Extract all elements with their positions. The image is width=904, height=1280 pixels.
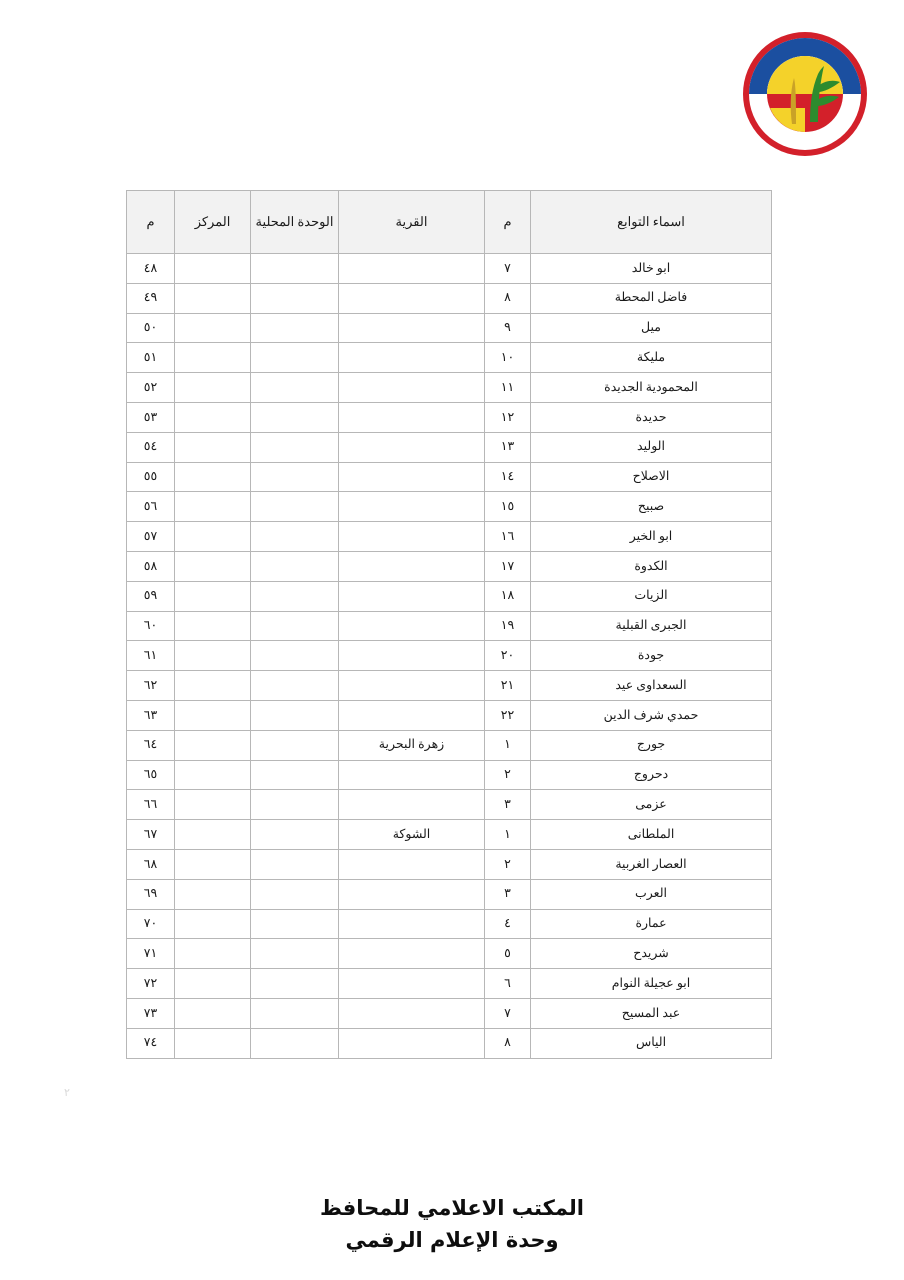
followings-table (126, 190, 772, 1059)
cell-village (339, 641, 485, 671)
page-number-value: ٢ (64, 1087, 70, 1099)
cell-unit (251, 432, 339, 462)
logo-caption: البحيرة (791, 135, 819, 145)
table-row (127, 551, 772, 581)
cell-serial: ٧٣ (127, 998, 175, 1028)
table-row (127, 492, 772, 522)
cell-index: ٦ (485, 969, 531, 999)
cell-index: ٧ (485, 254, 531, 284)
cell-village (339, 879, 485, 909)
cell-markaz (175, 254, 251, 284)
cell-unit (251, 254, 339, 284)
cell-village (339, 492, 485, 522)
cell-unit (251, 492, 339, 522)
cell-index: ١٠ (485, 343, 531, 373)
cell-index: ٣ (485, 879, 531, 909)
cell-index: ١٥ (485, 492, 531, 522)
cell-names: عزمى (531, 790, 772, 820)
cell-names: حديدة (531, 402, 772, 432)
cell-village (339, 909, 485, 939)
document-footer (0, 1193, 904, 1256)
cell-markaz (175, 373, 251, 403)
table-row (127, 432, 772, 462)
column-header-village: القرية (339, 191, 485, 254)
cell-serial: ٦٤ (127, 730, 175, 760)
footer-line-1: المكتب الاعلامي للمحافظ (320, 1196, 584, 1220)
document-header (0, 24, 904, 154)
cell-markaz (175, 909, 251, 939)
cell-serial: ٧٠ (127, 909, 175, 939)
cell-unit (251, 611, 339, 641)
cell-serial: ٦٩ (127, 879, 175, 909)
table-row (127, 343, 772, 373)
cell-markaz (175, 879, 251, 909)
cell-names: الملطانى (531, 820, 772, 850)
cell-names: العرب (531, 879, 772, 909)
cell-unit (251, 581, 339, 611)
cell-markaz (175, 551, 251, 581)
cell-village (339, 700, 485, 730)
cell-unit (251, 522, 339, 552)
cell-names: السعداوى عيد (531, 671, 772, 701)
cell-markaz (175, 790, 251, 820)
page-number (0, 1086, 904, 1099)
table-row (127, 581, 772, 611)
cell-index: ١٣ (485, 432, 531, 462)
table-row (127, 462, 772, 492)
cell-serial: ٦٦ (127, 790, 175, 820)
table-row (127, 909, 772, 939)
cell-unit (251, 373, 339, 403)
cell-names: حمدي شرف الدين (531, 700, 772, 730)
cell-village (339, 254, 485, 284)
cell-names: الوليد (531, 432, 772, 462)
cell-index: ١٨ (485, 581, 531, 611)
cell-markaz (175, 671, 251, 701)
cell-index: ١٦ (485, 522, 531, 552)
cell-serial: ٦٢ (127, 671, 175, 701)
cell-markaz (175, 313, 251, 343)
cell-village (339, 939, 485, 969)
cell-names: جودة (531, 641, 772, 671)
cell-names: ابو الخير (531, 522, 772, 552)
column-header-serial: م (127, 191, 175, 254)
table-header-row (127, 191, 772, 254)
cell-index: ٥ (485, 939, 531, 969)
cell-serial: ٥٤ (127, 432, 175, 462)
followings-table-container (127, 190, 772, 1059)
cell-names: شريدح (531, 939, 772, 969)
cell-markaz (175, 760, 251, 790)
table-row (127, 283, 772, 313)
cell-names: عبد المسيح (531, 998, 772, 1028)
cell-unit (251, 879, 339, 909)
cell-serial: ٤٨ (127, 254, 175, 284)
cell-village (339, 432, 485, 462)
cell-names: ميل (531, 313, 772, 343)
cell-markaz (175, 283, 251, 313)
cell-village (339, 283, 485, 313)
cell-unit (251, 730, 339, 760)
cell-index: ٧ (485, 998, 531, 1028)
cell-markaz (175, 998, 251, 1028)
table-row (127, 998, 772, 1028)
beheira-governorate-logo (740, 30, 870, 158)
cell-index: ٢١ (485, 671, 531, 701)
table-row (127, 730, 772, 760)
cell-serial: ٦١ (127, 641, 175, 671)
cell-village (339, 522, 485, 552)
table-row (127, 402, 772, 432)
cell-serial: ٧٤ (127, 1028, 175, 1058)
cell-serial: ٥٠ (127, 313, 175, 343)
cell-village (339, 373, 485, 403)
cell-names: عمارة (531, 909, 772, 939)
cell-markaz (175, 611, 251, 641)
cell-village (339, 1028, 485, 1058)
cell-unit (251, 790, 339, 820)
cell-serial: ٧٢ (127, 969, 175, 999)
table-row (127, 611, 772, 641)
cell-serial: ٦٠ (127, 611, 175, 641)
cell-index: ٣ (485, 790, 531, 820)
cell-village (339, 611, 485, 641)
cell-unit (251, 313, 339, 343)
table-row (127, 313, 772, 343)
cell-markaz (175, 1028, 251, 1058)
cell-names: ابو خالد (531, 254, 772, 284)
table-row (127, 254, 772, 284)
cell-index: ١٩ (485, 611, 531, 641)
cell-unit (251, 1028, 339, 1058)
cell-index: ٢ (485, 849, 531, 879)
cell-unit (251, 671, 339, 701)
cell-village (339, 313, 485, 343)
cell-index: ١١ (485, 373, 531, 403)
cell-markaz (175, 700, 251, 730)
cell-index: ٢٠ (485, 641, 531, 671)
cell-village (339, 671, 485, 701)
cell-village (339, 581, 485, 611)
cell-markaz (175, 820, 251, 850)
cell-index: ١ (485, 820, 531, 850)
cell-index: ٤ (485, 909, 531, 939)
cell-unit (251, 700, 339, 730)
cell-serial: ٦٥ (127, 760, 175, 790)
table-row (127, 939, 772, 969)
cell-serial: ٥٩ (127, 581, 175, 611)
cell-markaz (175, 730, 251, 760)
table-row (127, 760, 772, 790)
cell-village (339, 402, 485, 432)
cell-markaz (175, 849, 251, 879)
cell-unit (251, 939, 339, 969)
cell-unit (251, 283, 339, 313)
cell-index: ١ (485, 730, 531, 760)
cell-serial: ٥٨ (127, 551, 175, 581)
cell-village (339, 343, 485, 373)
cell-names: الياس (531, 1028, 772, 1058)
table-row (127, 849, 772, 879)
cell-markaz (175, 462, 251, 492)
table-row (127, 641, 772, 671)
cell-serial: ٥٦ (127, 492, 175, 522)
column-header-index: م (485, 191, 531, 254)
cell-names: العصار الغربية (531, 849, 772, 879)
table-row (127, 373, 772, 403)
cell-village (339, 760, 485, 790)
cell-unit (251, 343, 339, 373)
cell-serial: ٥٢ (127, 373, 175, 403)
cell-names: الكدوة (531, 551, 772, 581)
cell-serial: ٥٣ (127, 402, 175, 432)
table-row (127, 671, 772, 701)
cell-markaz (175, 641, 251, 671)
cell-unit (251, 820, 339, 850)
cell-serial: ٥٥ (127, 462, 175, 492)
table-row (127, 879, 772, 909)
cell-markaz (175, 522, 251, 552)
column-header-markaz: المركز (175, 191, 251, 254)
cell-names: ابو عجيلة النوام (531, 969, 772, 999)
cell-serial: ٥٧ (127, 522, 175, 552)
cell-village: الشوكة (339, 820, 485, 850)
table-row (127, 820, 772, 850)
cell-village: زهرة البحرية (339, 730, 485, 760)
cell-unit (251, 462, 339, 492)
cell-unit (251, 969, 339, 999)
cell-index: ٢٢ (485, 700, 531, 730)
cell-unit (251, 849, 339, 879)
cell-index: ١٢ (485, 402, 531, 432)
cell-index: ٨ (485, 1028, 531, 1058)
table-row (127, 700, 772, 730)
cell-serial: ٦٨ (127, 849, 175, 879)
column-header-unit: الوحدة المحلية (251, 191, 339, 254)
cell-markaz (175, 343, 251, 373)
cell-serial: ٤٩ (127, 283, 175, 313)
cell-serial: ٦٧ (127, 820, 175, 850)
cell-markaz (175, 492, 251, 522)
footer-line-2: وحدة الإعلام الرقمي (345, 1227, 559, 1252)
cell-names: فاضل المحطة (531, 283, 772, 313)
table-row (127, 1028, 772, 1058)
table-body (127, 254, 772, 1059)
cell-markaz (175, 581, 251, 611)
cell-names: المحمودية الجديدة (531, 373, 772, 403)
cell-unit (251, 551, 339, 581)
cell-index: ١٧ (485, 551, 531, 581)
cell-unit (251, 641, 339, 671)
cell-serial: ٦٣ (127, 700, 175, 730)
cell-village (339, 462, 485, 492)
table-row (127, 969, 772, 999)
cell-index: ٢ (485, 760, 531, 790)
cell-village (339, 998, 485, 1028)
cell-index: ١٤ (485, 462, 531, 492)
cell-unit (251, 998, 339, 1028)
cell-village (339, 849, 485, 879)
cell-serial: ٧١ (127, 939, 175, 969)
table-row (127, 790, 772, 820)
cell-unit (251, 402, 339, 432)
cell-names: مليكة (531, 343, 772, 373)
cell-village (339, 551, 485, 581)
cell-markaz (175, 432, 251, 462)
cell-markaz (175, 969, 251, 999)
cell-names: الزيات (531, 581, 772, 611)
cell-markaz (175, 402, 251, 432)
table-row (127, 522, 772, 552)
cell-names: الاصلاح (531, 462, 772, 492)
cell-names: دحروج (531, 760, 772, 790)
cell-names: جورج (531, 730, 772, 760)
cell-unit (251, 760, 339, 790)
cell-serial: ٥١ (127, 343, 175, 373)
cell-village (339, 790, 485, 820)
column-header-names: اسماء التوابع (531, 191, 772, 254)
cell-index: ٨ (485, 283, 531, 313)
cell-names: صبيح (531, 492, 772, 522)
cell-markaz (175, 939, 251, 969)
cell-index: ٩ (485, 313, 531, 343)
cell-unit (251, 909, 339, 939)
cell-names: الجبرى القبلية (531, 611, 772, 641)
cell-village (339, 969, 485, 999)
